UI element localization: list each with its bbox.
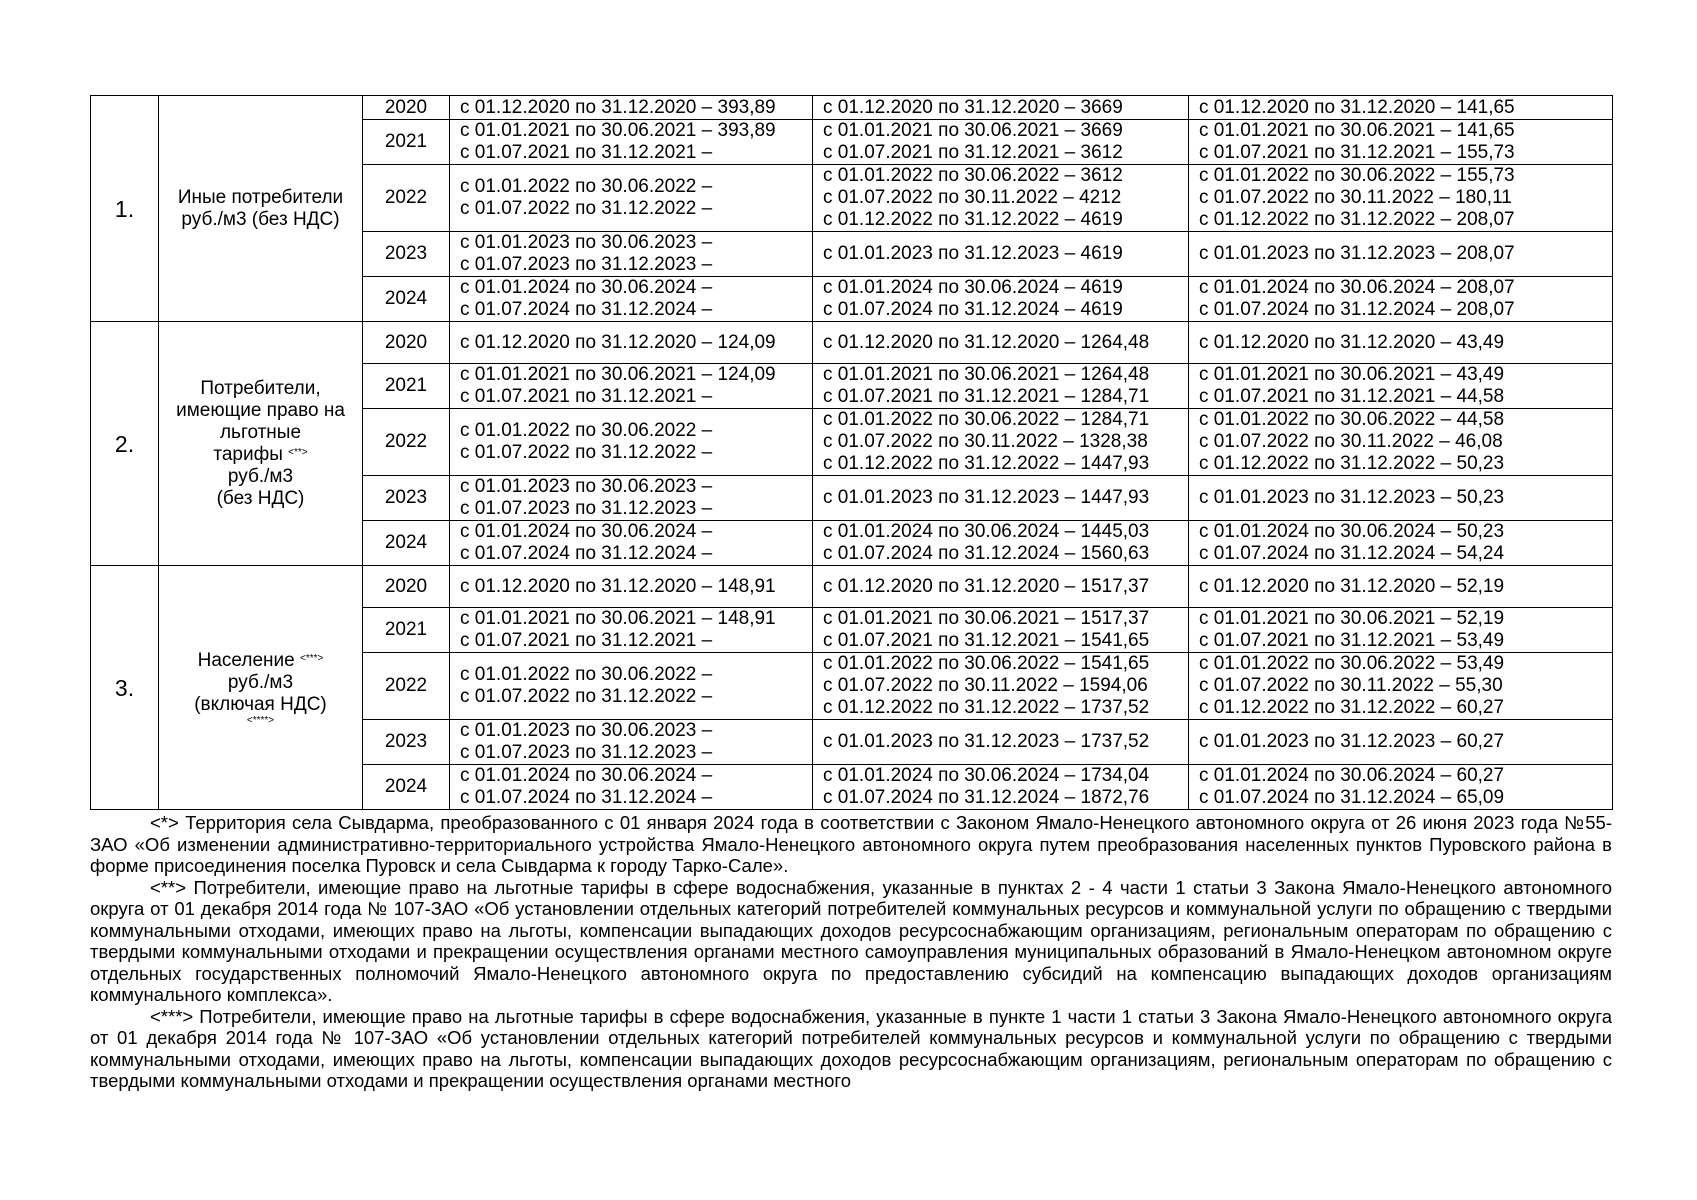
tariff-cell-1 xyxy=(450,521,813,566)
tariff-line: с 01.01.2022 по 30.06.2022 – xyxy=(460,176,713,197)
tariff-line: с 01.01.2022 по 30.06.2022 – xyxy=(460,420,713,441)
tariff-line: с 01.07.2024 по 31.12.2024 – 1560,63 xyxy=(823,543,1150,564)
tariff-line: с 01.07.2023 по 31.12.2023 – xyxy=(460,498,713,519)
tariff-line: с 01.12.2020 по 31.12.2020 – 148,91 xyxy=(460,575,776,597)
year-cell: 2023 xyxy=(363,476,450,521)
category-line: руб./м3 xyxy=(227,671,294,693)
year-cell: 2022 xyxy=(363,653,450,720)
tariff-line: с 01.01.2023 по 31.12.2023 – 208,07 xyxy=(1199,243,1515,264)
tariff-line: с 01.01.2024 по 30.06.2024 – 4619 xyxy=(823,277,1123,298)
category-cell xyxy=(159,566,363,810)
document-page xyxy=(90,95,1612,1092)
tariff-line: с 01.07.2022 по 31.12.2022 – xyxy=(460,686,713,707)
tariff-cell-1 xyxy=(450,277,813,322)
row-number: 2. xyxy=(91,322,159,566)
tariff-line: с 01.12.2022 по 31.12.2022 – 208,07 xyxy=(1199,209,1515,230)
tariff-line: с 01.12.2022 по 31.12.2022 – 60,27 xyxy=(1199,697,1505,718)
tariff-line: с 01.01.2022 по 30.06.2022 – 44,58 xyxy=(1199,409,1505,430)
tariff-cell-2 xyxy=(813,765,1189,810)
footnote: <***> Потребители, имеющие право на льготные тарифы в сфере водоснабжения, указанные в пункте 1 части 1 статьи 3 Закона Ямало-Ненецкого автономного округа от 01 декабря 2014 года № 107-ЗАО «Об установлении отдельных категорий потребителей коммунальных ресурсов и коммунальной услуги по обращению с твердыми коммунальными отходами, имеющих право на льготы, компенсации выпадающих доходов ресурсоснабжающим организациям, региональным операторам по обращению с твердыми коммунальными отходами и прекращении осуществления органами местного xyxy=(90,1005,1612,1091)
tariff-cell-1 xyxy=(450,322,813,364)
tariff-line: с 01.01.2021 по 30.06.2021 – 1264,48 xyxy=(823,364,1150,385)
tariff-cell-2 xyxy=(813,720,1189,765)
category-line: (без НДС) xyxy=(216,487,305,509)
tariff-line: с 01.07.2021 по 31.12.2021 – xyxy=(460,386,713,407)
tariff-cell-1 xyxy=(450,409,813,476)
category-text: Население xyxy=(197,649,295,671)
tariff-line: с 01.01.2023 по 31.12.2023 – 60,27 xyxy=(1199,731,1505,752)
tariff-line: с 01.01.2021 по 30.06.2021 – 52,19 xyxy=(1199,608,1505,629)
tariff-cell-1 xyxy=(450,364,813,409)
table-row xyxy=(91,566,1613,608)
tariff-line: с 01.07.2022 по 31.12.2022 – xyxy=(460,198,713,219)
year-cell: 2023 xyxy=(363,720,450,765)
tariff-cell-1 xyxy=(450,720,813,765)
tariff-cell-1 xyxy=(450,120,813,165)
tariff-cell-1 xyxy=(450,566,813,608)
footnote: <**> Потребители, имеющие право на льготные тарифы в сфере водоснабжения, указанные в пунктах 2 - 4 части 1 статьи 3 Закона Ямало-Ненецкого автономного округа от 01 декабря 2014 года № 107-ЗАО «Об установлении отдельных категорий потребителей коммунальных ресурсов и коммунальной услуги по обращению с твердыми коммунальными отходами, имеющих право на льготы, компенсации выпадающих доходов ресурсоснабжающим организациям, региональным операторам по обращению с твердыми коммунальными отходами и прекращении осуществления органами местного самоуправления муниципальных образований в Ямало-Ненецком автономном округе отдельных государственных полномочий Ямало-Ненецкого автономного округа по предоставлению субсидий на компенсацию выпадающих доходов организациям коммунального комплекса». xyxy=(90,876,1612,1005)
year-cell: 2024 xyxy=(363,277,450,322)
tariff-cell-2 xyxy=(813,521,1189,566)
tariff-line: с 01.07.2021 по 31.12.2021 – 1284,71 xyxy=(823,386,1150,407)
tariff-line: с 01.01.2022 по 30.06.2022 – 53,49 xyxy=(1199,653,1505,674)
tariff-line: с 01.01.2021 по 30.06.2021 – 43,49 xyxy=(1199,364,1505,385)
tariff-line: с 01.01.2021 по 30.06.2021 – 3669 xyxy=(823,120,1123,141)
tariff-line: с 01.01.2021 по 30.06.2021 – 141,65 xyxy=(1199,120,1515,141)
tariff-line: с 01.07.2024 по 31.12.2024 – 54,24 xyxy=(1199,543,1505,564)
tariff-cell-2 xyxy=(813,476,1189,521)
tariff-cell-1 xyxy=(450,96,813,120)
category-line: льготные xyxy=(219,421,302,443)
category-line xyxy=(169,444,352,466)
tariff-line: с 01.01.2023 по 30.06.2023 – xyxy=(460,232,713,253)
year-cell: 2021 xyxy=(363,608,450,653)
tariff-line: с 01.07.2021 по 31.12.2021 – 155,73 xyxy=(1199,142,1515,163)
tariff-line: с 01.07.2023 по 31.12.2023 – xyxy=(460,254,713,275)
tariff-cell-2 xyxy=(813,364,1189,409)
tariff-cell-2 xyxy=(813,566,1189,608)
tariff-line: с 01.01.2023 по 31.12.2023 – 50,23 xyxy=(1199,487,1505,508)
tariff-line: с 01.07.2022 по 30.11.2022 – 180,11 xyxy=(1199,187,1512,208)
tariff-line: с 01.07.2021 по 31.12.2021 – xyxy=(460,630,713,651)
tariff-line: с 01.12.2020 по 31.12.2020 – 1264,48 xyxy=(823,331,1150,353)
tariff-cell-1 xyxy=(450,608,813,653)
tariff-cell-1 xyxy=(450,165,813,232)
category-line: руб./м3 xyxy=(227,465,294,487)
year-cell: 2022 xyxy=(363,165,450,232)
tariff-line: с 01.07.2024 по 31.12.2024 – xyxy=(460,787,713,808)
tariff-cell-2 xyxy=(813,232,1189,277)
tariff-cell-2 xyxy=(813,120,1189,165)
tariff-cell-1 xyxy=(450,653,813,720)
tariff-line: с 01.01.2022 по 30.06.2022 – 1541,65 xyxy=(823,653,1150,674)
tariff-line: с 01.12.2020 по 31.12.2020 – 3669 xyxy=(823,96,1123,118)
tariff-cell-3 xyxy=(1189,120,1613,165)
tariff-line: с 01.12.2020 по 31.12.2020 – 141,65 xyxy=(1199,96,1515,118)
tariff-cell-3 xyxy=(1189,566,1613,608)
year-cell: 2021 xyxy=(363,364,450,409)
year-cell: 2022 xyxy=(363,409,450,476)
footnotes xyxy=(90,812,1612,1092)
tariff-line: с 01.07.2024 по 31.12.2024 – 1872,76 xyxy=(823,787,1150,808)
tariff-line: с 01.07.2021 по 31.12.2021 – 53,49 xyxy=(1199,630,1505,651)
tariff-line: с 01.01.2024 по 30.06.2024 – 1734,04 xyxy=(823,765,1150,786)
category-line: Иные потребители xyxy=(177,186,344,208)
tariff-line: с 01.01.2024 по 30.06.2024 – 50,23 xyxy=(1199,521,1505,542)
tariff-line: с 01.07.2021 по 31.12.2021 – 44,58 xyxy=(1199,386,1505,407)
tariff-cell-2 xyxy=(813,322,1189,364)
tariff-line: с 01.01.2022 по 30.06.2022 – 3612 xyxy=(823,165,1123,186)
category-line xyxy=(169,650,352,672)
tariff-cell-1 xyxy=(450,476,813,521)
category-text: тарифы xyxy=(213,443,283,465)
tariff-line: с 01.07.2021 по 31.12.2021 – 1541,65 xyxy=(823,630,1150,651)
tariff-line: с 01.12.2022 по 31.12.2022 – 1447,93 xyxy=(823,453,1150,474)
footnote: <*> Территория села Сывдарма, преобразованного с 01 января 2024 года в соответствии с Законом Ямало-Ненецкого автономного округа от 26 июня 2023 года №55-ЗАО «Об изменении административно-территориального устройства Ямало-Ненецкого автономного округа путем преобразования населенных пунктов Пуровского района в форме присоединения поселка Пуровск и села Сывдарма к городу Тарко-Сале». xyxy=(90,812,1612,876)
tariff-line: с 01.07.2021 по 31.12.2021 – 3612 xyxy=(823,142,1123,163)
tariff-line: с 01.12.2022 по 31.12.2022 – 1737,52 xyxy=(823,697,1150,718)
tariff-cell-3 xyxy=(1189,653,1613,720)
tariff-line: с 01.12.2022 по 31.12.2022 – 50,23 xyxy=(1199,453,1505,474)
tariff-line: с 01.12.2022 по 31.12.2022 – 4619 xyxy=(823,209,1123,230)
tariff-line: с 01.07.2023 по 31.12.2023 – xyxy=(460,742,713,763)
year-cell: 2021 xyxy=(363,120,450,165)
tariff-cell-3 xyxy=(1189,409,1613,476)
tariff-line: с 01.07.2024 по 31.12.2024 – 65,09 xyxy=(1199,787,1505,808)
tariff-cell-1 xyxy=(450,765,813,810)
row-number: 3. xyxy=(91,566,159,810)
tariff-line: с 01.07.2022 по 30.11.2022 – 1594,06 xyxy=(823,675,1148,696)
tariff-cell-2 xyxy=(813,277,1189,322)
tariff-cell-3 xyxy=(1189,720,1613,765)
year-cell: 2020 xyxy=(363,566,450,608)
tariff-line: с 01.01.2023 по 31.12.2023 – 4619 xyxy=(823,243,1123,264)
tariff-line: с 01.07.2024 по 31.12.2024 – 4619 xyxy=(823,299,1123,320)
tariff-line: с 01.01.2023 по 30.06.2023 – xyxy=(460,476,713,497)
year-cell: 2024 xyxy=(363,765,450,810)
tariff-line: с 01.12.2020 по 31.12.2020 – 124,09 xyxy=(460,331,776,353)
tariff-line: с 01.01.2021 по 30.06.2021 – 124,09 xyxy=(460,364,776,385)
tariff-cell-3 xyxy=(1189,608,1613,653)
year-cell: 2020 xyxy=(363,96,450,120)
tariff-line: с 01.01.2023 по 31.12.2023 – 1447,93 xyxy=(823,487,1150,508)
tariff-line: с 01.07.2022 по 30.11.2022 – 4212 xyxy=(823,187,1122,208)
tariff-line: с 01.12.2020 по 31.12.2020 – 52,19 xyxy=(1199,575,1505,597)
table-row xyxy=(91,96,1613,120)
tariff-cell-3 xyxy=(1189,232,1613,277)
tariff-line: с 01.01.2021 по 30.06.2021 – 148,91 xyxy=(460,608,776,629)
tariff-line: с 01.07.2024 по 31.12.2024 – xyxy=(460,543,713,564)
tariff-cell-2 xyxy=(813,653,1189,720)
tariff-line: с 01.01.2021 по 30.06.2021 – 393,89 xyxy=(460,120,776,141)
tariff-cell-2 xyxy=(813,409,1189,476)
tariff-line: с 01.01.2022 по 30.06.2022 – 155,73 xyxy=(1199,165,1515,186)
tariff-cell-2 xyxy=(813,96,1189,120)
tariff-line: с 01.12.2020 по 31.12.2020 – 43,49 xyxy=(1199,331,1505,353)
tariff-line: с 01.01.2024 по 30.06.2024 – 60,27 xyxy=(1199,765,1505,786)
tariff-cell-3 xyxy=(1189,96,1613,120)
tariff-line: с 01.07.2022 по 31.12.2022 – xyxy=(460,442,713,463)
year-cell: 2024 xyxy=(363,521,450,566)
tariff-line: с 01.07.2024 по 31.12.2024 – 208,07 xyxy=(1199,299,1515,320)
tariff-line: с 01.01.2024 по 30.06.2024 – xyxy=(460,765,713,786)
tariff-line: с 01.01.2022 по 30.06.2022 – xyxy=(460,664,713,685)
year-cell: 2020 xyxy=(363,322,450,364)
tariff-line: с 01.07.2024 по 31.12.2024 – xyxy=(460,299,713,320)
tariff-line: с 01.01.2022 по 30.06.2022 – 1284,71 xyxy=(823,409,1150,430)
tariff-line: с 01.01.2023 по 31.12.2023 – 1737,52 xyxy=(823,731,1150,752)
tariff-line: с 01.01.2024 по 30.06.2024 – 208,07 xyxy=(1199,277,1515,298)
tariff-cell-1 xyxy=(450,232,813,277)
tariff-cell-3 xyxy=(1189,165,1613,232)
tariff-line: с 01.07.2022 по 30.11.2022 – 46,08 xyxy=(1199,431,1503,452)
tariff-line: с 01.01.2023 по 30.06.2023 – xyxy=(460,720,713,741)
tariff-line: с 01.01.2024 по 30.06.2024 – xyxy=(460,521,713,542)
footnote-marker: <**> xyxy=(288,446,308,458)
tariff-cell-2 xyxy=(813,165,1189,232)
tariff-line: с 01.12.2020 по 31.12.2020 – 393,89 xyxy=(460,96,776,118)
tariff-line: с 01.07.2022 по 30.11.2022 – 55,30 xyxy=(1199,675,1503,696)
footnote-marker: <****> xyxy=(246,714,275,726)
category-line: имеющие право на xyxy=(176,399,345,421)
tariff-cell-3 xyxy=(1189,322,1613,364)
category-line: Потребители, xyxy=(200,377,321,399)
tariff-line: с 01.07.2021 по 31.12.2021 – xyxy=(460,142,713,163)
tariff-line: с 01.01.2024 по 30.06.2024 – xyxy=(460,277,713,298)
tariff-cell-3 xyxy=(1189,364,1613,409)
tariff-line: с 01.07.2022 по 30.11.2022 – 1328,38 xyxy=(823,431,1148,452)
tariff-cell-3 xyxy=(1189,765,1613,810)
row-number: 1. xyxy=(91,96,159,322)
category-cell xyxy=(159,96,363,322)
tariff-line: с 01.12.2020 по 31.12.2020 – 1517,37 xyxy=(823,575,1150,597)
year-cell: 2023 xyxy=(363,232,450,277)
tariff-line: с 01.01.2024 по 30.06.2024 – 1445,03 xyxy=(823,521,1150,542)
tariff-line: с 01.01.2021 по 30.06.2021 – 1517,37 xyxy=(823,608,1150,629)
table-row xyxy=(91,322,1613,364)
footnote-marker: <***> xyxy=(299,652,324,664)
tariff-cell-3 xyxy=(1189,521,1613,566)
category-line: руб./м3 (без НДС) xyxy=(181,208,340,230)
category-cell xyxy=(159,322,363,566)
tariff-table xyxy=(90,95,1613,810)
category-line: (включая НДС) xyxy=(194,693,327,715)
tariff-cell-2 xyxy=(813,608,1189,653)
tariff-cell-3 xyxy=(1189,277,1613,322)
tariff-cell-3 xyxy=(1189,476,1613,521)
